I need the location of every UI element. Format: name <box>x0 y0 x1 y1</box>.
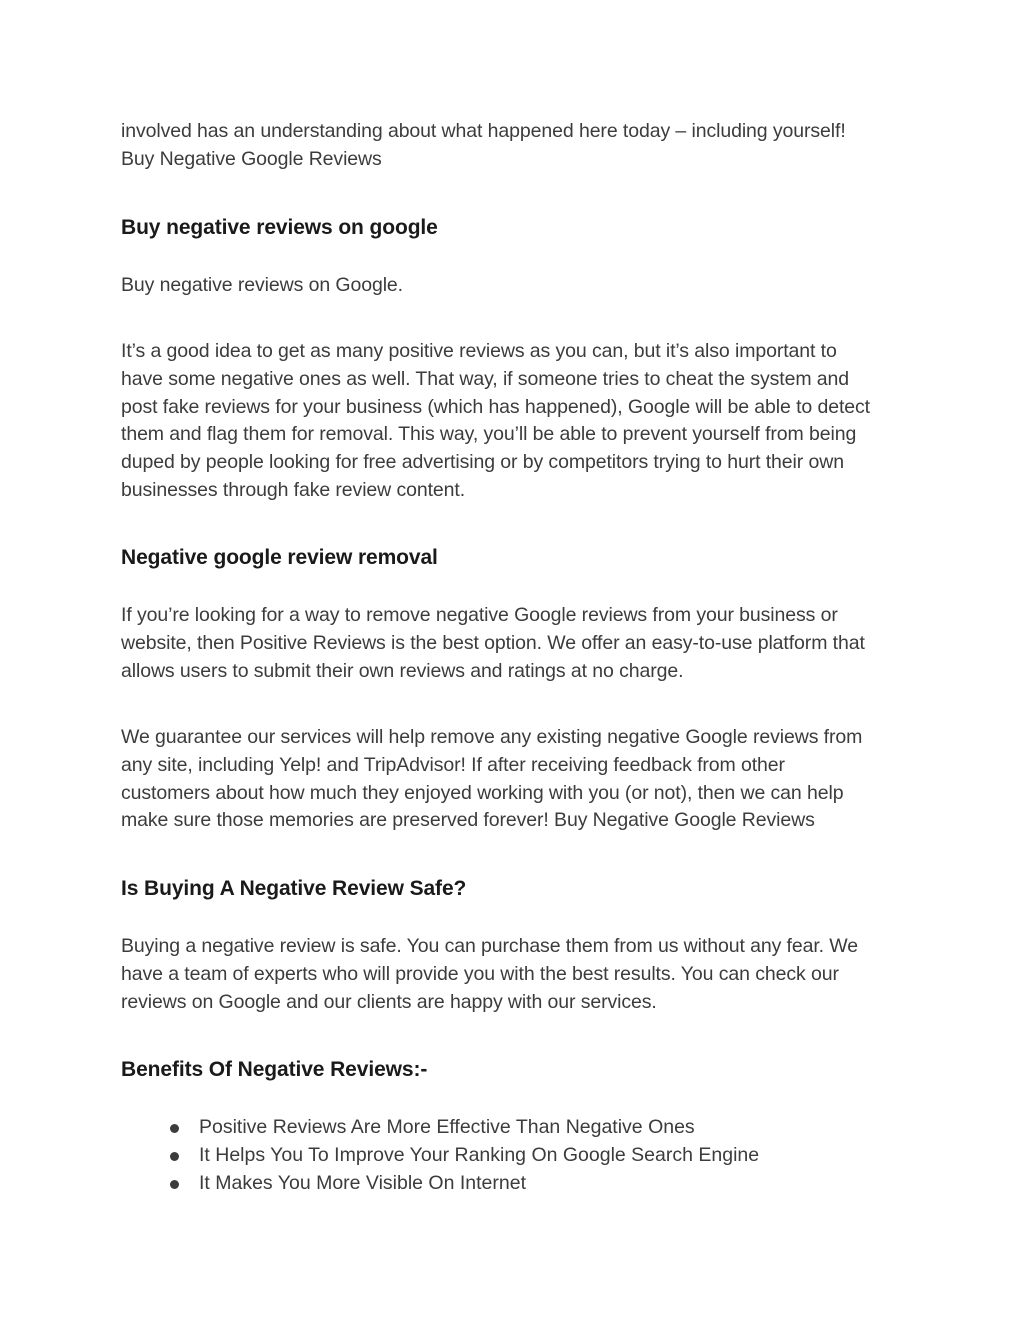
paragraph-line: website, then Positive Reviews is the best option. We offer an easy-to-use platform that <box>121 631 865 654</box>
paragraph-line: make sure those memories are preserved forever! Buy Negative Google Reviews <box>121 809 815 832</box>
paragraph-line: duped by people looking for free advertising or by competitors trying to hurt their own <box>121 451 844 474</box>
paragraph-line: allows users to submit their own reviews and ratings at no charge. <box>121 659 684 682</box>
bullet-icon <box>170 1180 179 1189</box>
list-item <box>121 1114 911 1142</box>
list-item-text: It Helps You To Improve Your Ranking On Google Search Engine <box>199 1143 760 1166</box>
paragraph-line: them and flag them for removal. This way, you’ll be able to prevent yourself from being <box>121 423 857 446</box>
paragraph <box>121 933 911 1016</box>
intro-paragraph <box>121 118 911 174</box>
paragraph-line: have a team of experts who will provide you with the best results. You can check our <box>121 962 839 985</box>
paragraph-line: Buying a negative review is safe. You can purchase them from us without any fear. We <box>121 935 858 957</box>
section-heading <box>121 875 911 903</box>
heading-buy-negative-reviews: Buy negative reviews on google <box>121 216 438 239</box>
paragraph-line: businesses through fake review content. <box>121 478 466 501</box>
paragraph-line: Buy negative reviews on Google. <box>121 274 403 296</box>
paragraph-line: post fake reviews for your business (which has happened), Google will be able to detect <box>121 395 870 418</box>
paragraph-line: have some negative ones as well. That way, if someone tries to cheat the system and <box>121 367 850 390</box>
paragraph-line: reviews on Google and our clients are happy with our services. <box>121 990 657 1013</box>
list-item <box>121 1142 911 1170</box>
paragraph-line: any site, including Yelp! and TripAdvisor! If after receiving feedback from other <box>121 753 785 776</box>
heading-benefits: Benefits Of Negative Reviews:- <box>121 1058 428 1081</box>
heading-negative-review-removal: Negative google review removal <box>121 546 438 569</box>
paragraph <box>121 272 911 300</box>
section-heading <box>121 214 911 242</box>
bullet-list <box>121 1114 911 1197</box>
section-heading <box>121 544 911 572</box>
list-item <box>121 1170 911 1198</box>
list-item-text: It Makes You More Visible On Internet <box>199 1171 526 1194</box>
bullet-icon <box>170 1124 179 1133</box>
paragraph-line: We guarantee our services will help remove any existing negative Google reviews from <box>121 726 863 748</box>
paragraph-line: It’s a good idea to get as many positive reviews as you can, but it’s also important to <box>121 340 837 362</box>
section-heading <box>121 1056 911 1084</box>
paragraph <box>121 338 911 505</box>
intro-line: Buy Negative Google Reviews <box>121 147 382 170</box>
paragraph-line: customers about how much they enjoyed working with you (or not), then we can help <box>121 781 844 804</box>
paragraph <box>121 724 911 835</box>
intro-line: involved has an understanding about what happened here today – including yourself! <box>121 120 846 142</box>
paragraph <box>121 602 911 685</box>
heading-is-buying-safe: Is Buying A Negative Review Safe? <box>121 877 467 900</box>
list-item-text: Positive Reviews Are More Effective Than Negative Ones <box>199 1116 695 1138</box>
paragraph-line: If you’re looking for a way to remove negative Google reviews from your business or <box>121 604 838 626</box>
bullet-icon <box>170 1152 179 1161</box>
